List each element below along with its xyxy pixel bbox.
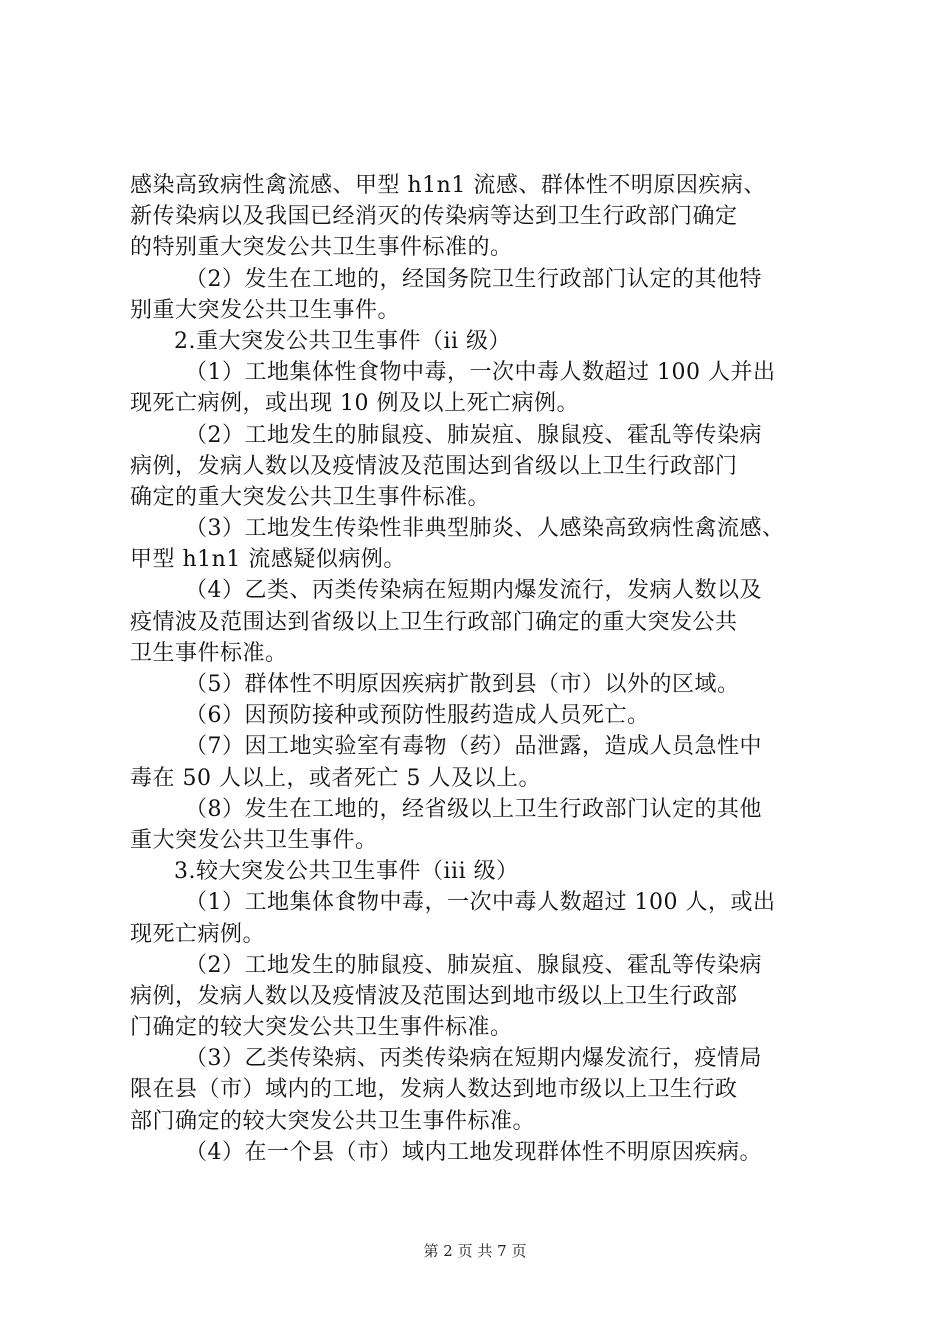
text-line: （7）因工地实验室有毒物（药）品泄露，造成人员急性中 (185, 734, 762, 760)
text-line: 卫生事件标准。 (130, 640, 288, 666)
text-line: 病例，发病人数以及疫情波及范围达到地市级以上卫生行政部 (130, 983, 738, 1009)
text-line: （6）因预防接种或预防性服药造成人员死亡。 (185, 703, 650, 729)
text-line: 确定的重大突发公共卫生事件标准。 (130, 484, 491, 510)
text-line: 病例，发病人数以及疫情波及范围达到省级以上卫生行政部门 (130, 453, 738, 479)
text-line: 门确定的较大突发公共卫生事件标准。 (130, 1015, 513, 1041)
text-line: 新传染病以及我国已经消灭的传染病等达到卫生行政部门确定 (130, 204, 738, 230)
text-line: （3）乙类传染病、丙类传染病在短期内爆发流行，疫情局 (185, 1046, 762, 1072)
text-line: 疫情波及范围达到省级以上卫生行政部门确定的重大突发公共 (130, 609, 738, 635)
text-line: 现死亡病例，或出现 10 例及以上死亡病例。 (130, 391, 579, 417)
text-line: （8）发生在工地的，经省级以上卫生行政部门认定的其他 (185, 796, 762, 822)
document-body (130, 170, 850, 1168)
text-line: 甲型 h1n1 流感疑似病例。 (130, 547, 406, 573)
text-line: 部门确定的较大突发公共卫生事件标准。 (130, 1108, 536, 1134)
text-line: 感染高致病性禽流感、甲型 h1n1 流感、群体性不明原因疾病、 (130, 173, 766, 198)
text-line: （2）发生在工地的，经国务院卫生行政部门认定的其他特 (185, 266, 762, 292)
text-line: 别重大突发公共卫生事件。 (130, 297, 401, 323)
text-line: （2）工地发生的肺鼠疫、肺炭疽、腺鼠疫、霍乱等传染病 (185, 952, 762, 978)
text-line: （1）工地集体食物中毒，一次中毒人数超过 100 人，或出 (185, 890, 776, 916)
text-line: 毒在 50 人以上，或者死亡 5 人及以上。 (130, 765, 541, 791)
page-number-footer: 第 2 页 共 7 页 (423, 1242, 527, 1260)
text-line: 重大突发公共卫生事件。 (130, 827, 378, 853)
text-line: （4）在一个县（市）域内工地发现群体性不明原因疾病。 (185, 1139, 762, 1165)
text-line: （3）工地发生传染性非典型肺炎、人感染高致病性禽流感、 (185, 516, 785, 542)
text-line: （4）乙类、丙类传染病在短期内爆发流行，发病人数以及 (185, 578, 762, 604)
text-line: 现死亡病例。 (130, 921, 266, 947)
text-line: （1）工地集体性食物中毒，一次中毒人数超过 100 人并出 (185, 360, 776, 386)
section-heading: 2.重大突发公共卫生事件（ii 级） (174, 328, 512, 354)
text-line: 限在县（市）域内的工地，发病人数达到地市级以上卫生行政 (130, 1077, 738, 1103)
section-heading: 3.较大突发公共卫生事件（iii 级） (174, 859, 519, 885)
text-line: 的特别重大突发公共卫生事件标准的。 (130, 235, 513, 261)
text-line: （5）群体性不明原因疾病扩散到县（市）以外的区域。 (185, 672, 740, 697)
text-line: （2）工地发生的肺鼠疫、肺炭疽、腺鼠疫、霍乱等传染病 (185, 422, 762, 448)
